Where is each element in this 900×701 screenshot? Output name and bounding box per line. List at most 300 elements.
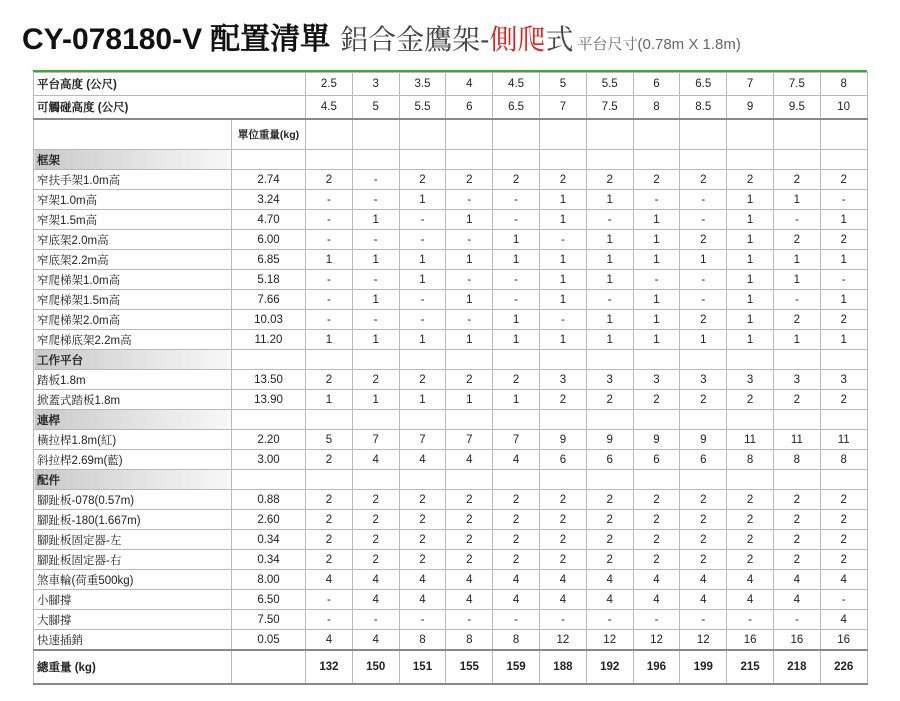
quantity-cell: 9 — [586, 430, 633, 450]
quantity-cell: 6 — [540, 450, 587, 470]
category-row — [34, 350, 868, 370]
platform-height-row-value: 6.5 — [680, 73, 727, 96]
blank-cell — [232, 470, 306, 490]
table-row — [34, 610, 868, 630]
quantity-cell: 2 — [727, 530, 774, 550]
platform-height-row-value: 4 — [446, 73, 493, 96]
quantity-cell: - — [820, 190, 867, 210]
unit-weight: 2.20 — [232, 430, 306, 450]
quantity-cell: 1 — [399, 250, 446, 270]
quantity-cell: 2 — [352, 530, 399, 550]
quantity-cell: 1 — [820, 330, 867, 350]
quantity-cell: 4 — [493, 450, 540, 470]
quantity-cell: 2 — [493, 550, 540, 570]
unit-weight: 3.24 — [232, 190, 306, 210]
quantity-cell: 12 — [586, 630, 633, 651]
quantity-cell: - — [352, 610, 399, 630]
quantity-cell: 2 — [680, 390, 727, 410]
quantity-cell: - — [680, 610, 727, 630]
total-weight-value: 150 — [352, 650, 399, 684]
quantity-cell: 4 — [352, 570, 399, 590]
item-name: 窄扶手架1.0m高 — [34, 170, 232, 190]
blank-cell — [540, 410, 587, 430]
table-row — [34, 590, 868, 610]
quantity-cell: 1 — [633, 310, 680, 330]
quantity-cell: 1 — [540, 270, 587, 290]
quantity-cell: - — [680, 290, 727, 310]
blank-cell — [352, 470, 399, 490]
quantity-cell: 2 — [399, 530, 446, 550]
quantity-cell: 2 — [352, 370, 399, 390]
quantity-cell: 2 — [820, 530, 867, 550]
quantity-cell: 2 — [306, 450, 353, 470]
category-row — [34, 410, 868, 430]
quantity-cell: - — [446, 310, 493, 330]
quantity-cell: 2 — [352, 550, 399, 570]
quantity-cell: - — [586, 210, 633, 230]
quantity-cell: 1 — [399, 270, 446, 290]
quantity-cell: 2 — [493, 370, 540, 390]
material-label: 鋁合金鷹架- — [340, 24, 490, 55]
quantity-cell: 2 — [446, 550, 493, 570]
quantity-cell: 2 — [306, 490, 353, 510]
blank-cell — [586, 470, 633, 490]
blank-cell — [540, 150, 587, 170]
item-name: 窄爬梯底架2.2m高 — [34, 330, 232, 350]
item-name: 踏板1.8m — [34, 370, 232, 390]
quantity-cell: 11 — [773, 430, 820, 450]
quantity-cell: 4 — [399, 450, 446, 470]
quantity-cell: - — [306, 310, 353, 330]
quantity-cell: - — [399, 290, 446, 310]
category-row — [34, 150, 868, 170]
blank-cell — [306, 410, 353, 430]
blank-cell — [820, 150, 867, 170]
total-weight-value: 188 — [540, 650, 587, 684]
blank-cell — [586, 119, 633, 150]
quantity-cell: - — [399, 230, 446, 250]
platform-height-row-value: 8 — [820, 73, 867, 96]
quantity-cell: - — [399, 610, 446, 630]
platform-height-row-value: 5 — [540, 73, 587, 96]
table-row — [34, 210, 868, 230]
quantity-cell: 7 — [493, 430, 540, 450]
quantity-cell: 2 — [306, 510, 353, 530]
quantity-cell: - — [446, 190, 493, 210]
table-row — [34, 630, 868, 651]
item-name: 窄爬梯架1.5m高 — [34, 290, 232, 310]
quantity-cell: 4 — [586, 590, 633, 610]
quantity-cell: 2 — [773, 550, 820, 570]
blank-cell — [727, 150, 774, 170]
quantity-cell: - — [493, 190, 540, 210]
quantity-cell: - — [773, 290, 820, 310]
blank-cell — [727, 470, 774, 490]
quantity-cell: 1 — [446, 330, 493, 350]
item-name: 窄架1.0m高 — [34, 190, 232, 210]
quantity-cell: 3 — [727, 370, 774, 390]
quantity-cell: 2 — [540, 510, 587, 530]
quantity-cell: 1 — [633, 230, 680, 250]
item-name: 煞車輪(荷重500kg) — [34, 570, 232, 590]
quantity-cell: 2 — [820, 390, 867, 410]
quantity-cell: 1 — [493, 250, 540, 270]
total-weight-value: 199 — [680, 650, 727, 684]
quantity-cell: 4 — [773, 590, 820, 610]
platform-height-row-value: 4.5 — [493, 73, 540, 96]
item-name: 大腳撐 — [34, 610, 232, 630]
quantity-cell: 4 — [586, 570, 633, 590]
quantity-cell: 2 — [493, 490, 540, 510]
quantity-cell: 1 — [540, 290, 587, 310]
table-row — [34, 450, 868, 470]
quantity-cell: 7 — [352, 430, 399, 450]
quantity-cell: 3 — [680, 370, 727, 390]
category-row — [34, 470, 868, 490]
table-row — [34, 370, 868, 390]
blank-cell — [820, 350, 867, 370]
platform-height-row-value: 3 — [352, 73, 399, 96]
type-highlight: 側爬 — [489, 24, 546, 55]
quantity-cell: 2 — [727, 170, 774, 190]
unit-weight-header-row — [34, 119, 868, 150]
quantity-cell: 1 — [773, 330, 820, 350]
quantity-cell: 1 — [399, 390, 446, 410]
unit-weight: 6.00 — [232, 230, 306, 250]
blank-cell — [232, 410, 306, 430]
quantity-cell: 3 — [540, 370, 587, 390]
reach-height-row-value: 6 — [446, 96, 493, 120]
blank-cell — [493, 150, 540, 170]
quantity-cell: - — [306, 290, 353, 310]
quantity-cell: 2 — [633, 490, 680, 510]
quantity-cell: 2 — [680, 550, 727, 570]
blank-cell — [727, 350, 774, 370]
quantity-cell: 1 — [773, 190, 820, 210]
quantity-cell: - — [773, 610, 820, 630]
blank-cell — [446, 410, 493, 430]
quantity-cell: 2 — [773, 170, 820, 190]
quantity-cell: - — [633, 190, 680, 210]
quantity-cell: 2 — [680, 230, 727, 250]
unit-weight: 0.34 — [232, 530, 306, 550]
quantity-cell: - — [352, 170, 399, 190]
reach-height-row-value: 8 — [633, 96, 680, 120]
table-row — [34, 490, 868, 510]
quantity-cell: 3 — [773, 370, 820, 390]
blank-cell — [820, 470, 867, 490]
item-name: 窄底架2.2m高 — [34, 250, 232, 270]
reach-height-row-value: 8.5 — [680, 96, 727, 120]
quantity-cell: 1 — [352, 330, 399, 350]
quantity-cell: 1 — [586, 310, 633, 330]
quantity-cell: 8 — [493, 630, 540, 651]
blank-cell — [352, 350, 399, 370]
quantity-cell: 1 — [540, 250, 587, 270]
quantity-cell: 1 — [727, 330, 774, 350]
unit-weight: 7.50 — [232, 610, 306, 630]
quantity-cell: 1 — [680, 330, 727, 350]
quantity-cell: - — [727, 610, 774, 630]
unit-weight: 3.00 — [232, 450, 306, 470]
quantity-cell: 2 — [773, 230, 820, 250]
unit-weight: 5.18 — [232, 270, 306, 290]
quantity-cell: 11 — [727, 430, 774, 450]
blank-cell — [773, 470, 820, 490]
blank-cell — [633, 470, 680, 490]
category-label: 框架 — [34, 150, 232, 170]
quantity-cell: 4 — [680, 570, 727, 590]
quantity-cell: - — [306, 210, 353, 230]
quantity-cell: 7 — [446, 430, 493, 450]
quantity-cell: 2 — [446, 510, 493, 530]
quantity-cell: - — [446, 610, 493, 630]
quantity-cell: 1 — [586, 230, 633, 250]
quantity-cell: 1 — [446, 210, 493, 230]
blank-cell — [586, 350, 633, 370]
quantity-cell: - — [306, 610, 353, 630]
reach-height-row-value: 9.5 — [773, 96, 820, 120]
quantity-cell: 6 — [633, 450, 680, 470]
quantity-cell: 6 — [586, 450, 633, 470]
blank-cell — [306, 150, 353, 170]
blank-cell — [352, 119, 399, 150]
quantity-cell: 4 — [680, 590, 727, 610]
quantity-cell: 4 — [446, 590, 493, 610]
unit-weight: 2.60 — [232, 510, 306, 530]
quantity-cell: 1 — [306, 250, 353, 270]
quantity-cell: - — [446, 230, 493, 250]
quantity-cell: 4 — [540, 590, 587, 610]
quantity-cell: 2 — [306, 530, 353, 550]
reach-height-row-label: 可觸碰高度 (公尺) — [34, 96, 306, 120]
quantity-cell: 2 — [586, 550, 633, 570]
reach-height-row-value: 5.5 — [399, 96, 446, 120]
blank-cell — [352, 150, 399, 170]
quantity-cell: 1 — [773, 250, 820, 270]
quantity-cell: 1 — [352, 390, 399, 410]
quantity-cell: 2 — [680, 170, 727, 190]
quantity-cell: 2 — [352, 510, 399, 530]
blank-cell — [540, 119, 587, 150]
quantity-cell: 1 — [633, 250, 680, 270]
unit-weight-header: 單位重量(kg) — [232, 119, 306, 150]
item-name: 小腳撐 — [34, 590, 232, 610]
quantity-cell: - — [493, 270, 540, 290]
quantity-cell: 2 — [446, 170, 493, 190]
quantity-cell: 6 — [680, 450, 727, 470]
total-weight-value: 155 — [446, 650, 493, 684]
quantity-cell: 2 — [540, 170, 587, 190]
table-row — [34, 170, 868, 190]
quantity-cell: - — [306, 590, 353, 610]
quantity-cell: 9 — [540, 430, 587, 450]
total-weight-value: 192 — [586, 650, 633, 684]
quantity-cell: 2 — [306, 170, 353, 190]
table-row — [34, 570, 868, 590]
item-name: 腳趾板-078(0.57m) — [34, 490, 232, 510]
item-name: 窄架1.5m高 — [34, 210, 232, 230]
blank-cell — [493, 410, 540, 430]
quantity-cell: - — [820, 270, 867, 290]
quantity-cell: 2 — [586, 530, 633, 550]
quantity-cell: 1 — [352, 290, 399, 310]
blank-cell — [446, 470, 493, 490]
blank-cell — [773, 350, 820, 370]
quantity-cell: 2 — [773, 310, 820, 330]
table-row — [34, 330, 868, 350]
blank-cell — [680, 150, 727, 170]
platform-height-row-value: 3.5 — [399, 73, 446, 96]
quantity-cell: - — [493, 210, 540, 230]
reach-height-row-value: 4.5 — [306, 96, 353, 120]
quantity-cell: 8 — [773, 450, 820, 470]
blank-cell — [446, 119, 493, 150]
quantity-cell: 2 — [773, 530, 820, 550]
blank-cell — [306, 470, 353, 490]
quantity-cell: 1 — [540, 190, 587, 210]
quantity-cell: 1 — [540, 330, 587, 350]
quantity-cell: 4 — [820, 610, 867, 630]
unit-weight: 6.85 — [232, 250, 306, 270]
unit-weight: 2.74 — [232, 170, 306, 190]
quantity-cell: 9 — [680, 430, 727, 450]
quantity-cell: 2 — [399, 370, 446, 390]
quantity-cell: 2 — [820, 170, 867, 190]
quantity-cell: 4 — [399, 570, 446, 590]
blank-cell — [680, 470, 727, 490]
quantity-cell: 1 — [633, 290, 680, 310]
unit-weight: 0.88 — [232, 490, 306, 510]
quantity-cell: 2 — [493, 170, 540, 190]
quantity-cell: 2 — [399, 510, 446, 530]
quantity-cell: 2 — [773, 490, 820, 510]
quantity-cell: 2 — [633, 530, 680, 550]
blank-cell — [232, 350, 306, 370]
table-row — [34, 230, 868, 250]
quantity-cell: 2 — [820, 510, 867, 530]
unit-weight: 6.50 — [232, 590, 306, 610]
quantity-cell: 2 — [820, 230, 867, 250]
quantity-cell: 1 — [493, 330, 540, 350]
quantity-cell: 16 — [773, 630, 820, 651]
blank-cell — [352, 410, 399, 430]
quantity-cell: 2 — [633, 550, 680, 570]
blank-cell — [232, 650, 306, 684]
quantity-cell: - — [352, 230, 399, 250]
unit-weight: 13.50 — [232, 370, 306, 390]
quantity-cell: 2 — [773, 390, 820, 410]
quantity-cell: 2 — [306, 550, 353, 570]
quantity-cell: 11 — [820, 430, 867, 450]
unit-weight: 4.70 — [232, 210, 306, 230]
quantity-cell: 4 — [493, 590, 540, 610]
total-weight-value: 159 — [493, 650, 540, 684]
quantity-cell: 2 — [820, 550, 867, 570]
quantity-cell: 2 — [586, 510, 633, 530]
quantity-cell: - — [540, 230, 587, 250]
table-row — [34, 310, 868, 330]
quantity-cell: 2 — [820, 310, 867, 330]
quantity-cell: 4 — [773, 570, 820, 590]
total-weight-value: 196 — [633, 650, 680, 684]
quantity-cell: 1 — [633, 210, 680, 230]
quantity-cell: 12 — [680, 630, 727, 651]
reach-height-row-value: 7.5 — [586, 96, 633, 120]
quantity-cell: 2 — [680, 530, 727, 550]
quantity-cell: - — [633, 270, 680, 290]
quantity-cell: 2 — [399, 550, 446, 570]
reach-height-row — [34, 96, 868, 120]
blank-cell — [493, 470, 540, 490]
blank-cell — [727, 119, 774, 150]
quantity-cell: - — [680, 270, 727, 290]
quantity-cell: 4 — [820, 570, 867, 590]
total-weight-value: 151 — [399, 650, 446, 684]
quantity-cell: 2 — [727, 550, 774, 570]
table-row — [34, 550, 868, 570]
blank-cell — [633, 410, 680, 430]
blank-cell — [232, 150, 306, 170]
blank-cell — [540, 470, 587, 490]
unit-weight: 13.90 — [232, 390, 306, 410]
blank-cell — [399, 470, 446, 490]
quantity-cell: 4 — [633, 590, 680, 610]
quantity-cell: 2 — [399, 170, 446, 190]
unit-weight: 0.05 — [232, 630, 306, 651]
quantity-cell: 2 — [446, 490, 493, 510]
total-weight-label: 總重量 (kg) — [34, 650, 232, 684]
quantity-cell: 4 — [727, 570, 774, 590]
quantity-cell: 2 — [633, 390, 680, 410]
blank-cell — [34, 119, 232, 150]
quantity-cell: 4 — [446, 450, 493, 470]
quantity-cell: - — [352, 310, 399, 330]
quantity-cell: 1 — [446, 250, 493, 270]
quantity-cell: 3 — [633, 370, 680, 390]
blank-cell — [306, 119, 353, 150]
quantity-cell: 2 — [352, 490, 399, 510]
blank-cell — [399, 410, 446, 430]
platform-height-row-value: 6 — [633, 73, 680, 96]
platform-size-note: 平台尺寸(0.78m X 1.8m) — [577, 36, 741, 53]
blank-cell — [586, 410, 633, 430]
blank-cell — [820, 119, 867, 150]
quantity-cell: 1 — [540, 210, 587, 230]
item-name: 窄底架2.0m高 — [34, 230, 232, 250]
blank-cell — [633, 350, 680, 370]
table-row — [34, 190, 868, 210]
unit-weight: 10.03 — [232, 310, 306, 330]
blank-cell — [399, 119, 446, 150]
blank-cell — [446, 350, 493, 370]
quantity-cell: 1 — [586, 330, 633, 350]
quantity-cell: 1 — [493, 230, 540, 250]
quantity-cell: 2 — [820, 490, 867, 510]
platform-height-row-label: 平台高度 (公尺) — [34, 73, 306, 96]
quantity-cell: 2 — [446, 370, 493, 390]
blank-cell — [820, 410, 867, 430]
quantity-cell: 4 — [352, 450, 399, 470]
blank-cell — [399, 150, 446, 170]
quantity-cell: - — [446, 270, 493, 290]
table-row — [34, 530, 868, 550]
item-name: 腳趾板固定器-左 — [34, 530, 232, 550]
quantity-cell: 2 — [540, 490, 587, 510]
reach-height-row-value: 5 — [352, 96, 399, 120]
quantity-cell: 1 — [352, 250, 399, 270]
quantity-cell: - — [540, 310, 587, 330]
